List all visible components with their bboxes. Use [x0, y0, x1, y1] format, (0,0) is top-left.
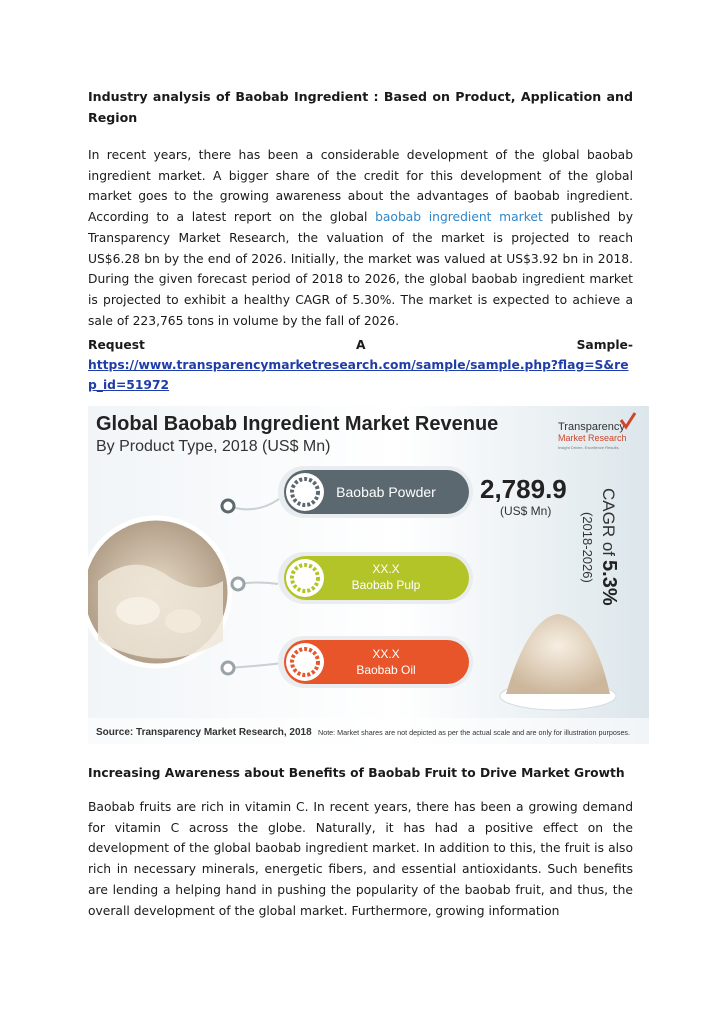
request-word: Sample- [576, 338, 633, 352]
section-heading: Industry analysis of Baobab Ingredient : Based on Product, Application and Region [88, 89, 633, 125]
powder-unit: (US$ Mn) [500, 504, 552, 518]
request-word: A [355, 338, 366, 352]
item-value: XX.X [372, 562, 400, 576]
sample-request-link[interactable]: https://www.transparencymarketresearch.com/sample/sample.php?flag=S&rep_id=51972 [88, 358, 629, 392]
request-sample [88, 335, 633, 395]
logo-tagline: Insight Driven. Excellence Results. [558, 445, 620, 450]
item-label: Baobab Oil [356, 663, 416, 677]
paragraph-text: published by Transparency Market Research, the valuation of the market is projected to reach US$6.28 bn by the end of 2026. Initially, the market was valued at US$3.92 bn in 2018. During the given forecast period of 2018 to 2026, the global baobab ingredient market is projected to exhibit a healthy CAGR of 5.30%. The market is expected to achieve a sale of 223,765 tons in volume by the fall of 2026. [88, 210, 633, 328]
infographic-subtitle: By Product Type, 2018 (US$ Mn) [96, 438, 331, 455]
item-baobab-powder [278, 466, 473, 518]
cagr-period-label [580, 512, 595, 583]
body-paragraph-2: Baobab fruits are rich in vitamin C. In recent years, there has been a growing demand for vitamin C across the globe. Naturally, it has had a positive effect on the development of the global baobab ingredient market. In addition to this, the fruit is also rich in necessary minerals, energetic fibers, and essential antioxidants. Such benefits are lending a helping hand in pushing the popularity of the baobab fruit, and thus, the overall development of the global market. Furthermore, growing information [88, 800, 633, 918]
item-label: Baobab Powder [336, 484, 436, 500]
infographic-svg [88, 406, 649, 744]
request-word: Request [88, 338, 145, 352]
item-label: Baobab Pulp [351, 578, 421, 592]
baobab-piece-image [165, 609, 201, 633]
logo-text: Transparency [558, 421, 625, 433]
infographic-title: Global Baobab Ingredient Market Revenue [96, 413, 499, 435]
connector-dot [232, 578, 244, 590]
note-text: Note: Market shares are not depicted as per the actual scale and are only for illustration purposes. [318, 728, 631, 737]
logo-subtext: Market Research [558, 433, 627, 443]
paragraph-text: In recent years, there has been a considerable development of the global baobab ingredient market. A bigger share of the credit for this development of the global market goes to the growing awareness about the advantages of baobab ingredient. According to a latest report on the global [88, 148, 633, 225]
cagr-value: 5.3% [598, 560, 620, 606]
source-text: Source: Transparency Market Research, 2018 [96, 727, 312, 738]
svg-text:CAGR of5.3% [598, 488, 620, 606]
item-baobab-oil [278, 636, 473, 688]
market-infographic [88, 406, 649, 744]
item-baobab-pulp [278, 552, 473, 604]
connector-dot [222, 500, 234, 512]
market-report-link[interactable]: baobab ingredient market [375, 210, 543, 225]
baobab-piece-image [116, 597, 160, 625]
intro-paragraph [88, 145, 633, 331]
item-value: XX.X [372, 647, 400, 661]
section-heading-2: Increasing Awareness about Benefits of Baobab Fruit to Drive Market Growth [88, 766, 625, 780]
cagr-period: (2018-2026) [580, 512, 595, 583]
powder-value: 2,789.9 [480, 474, 567, 504]
connector-dot [222, 662, 234, 674]
cagr-label [598, 488, 620, 606]
cagr-prefix: CAGR of [599, 488, 618, 557]
